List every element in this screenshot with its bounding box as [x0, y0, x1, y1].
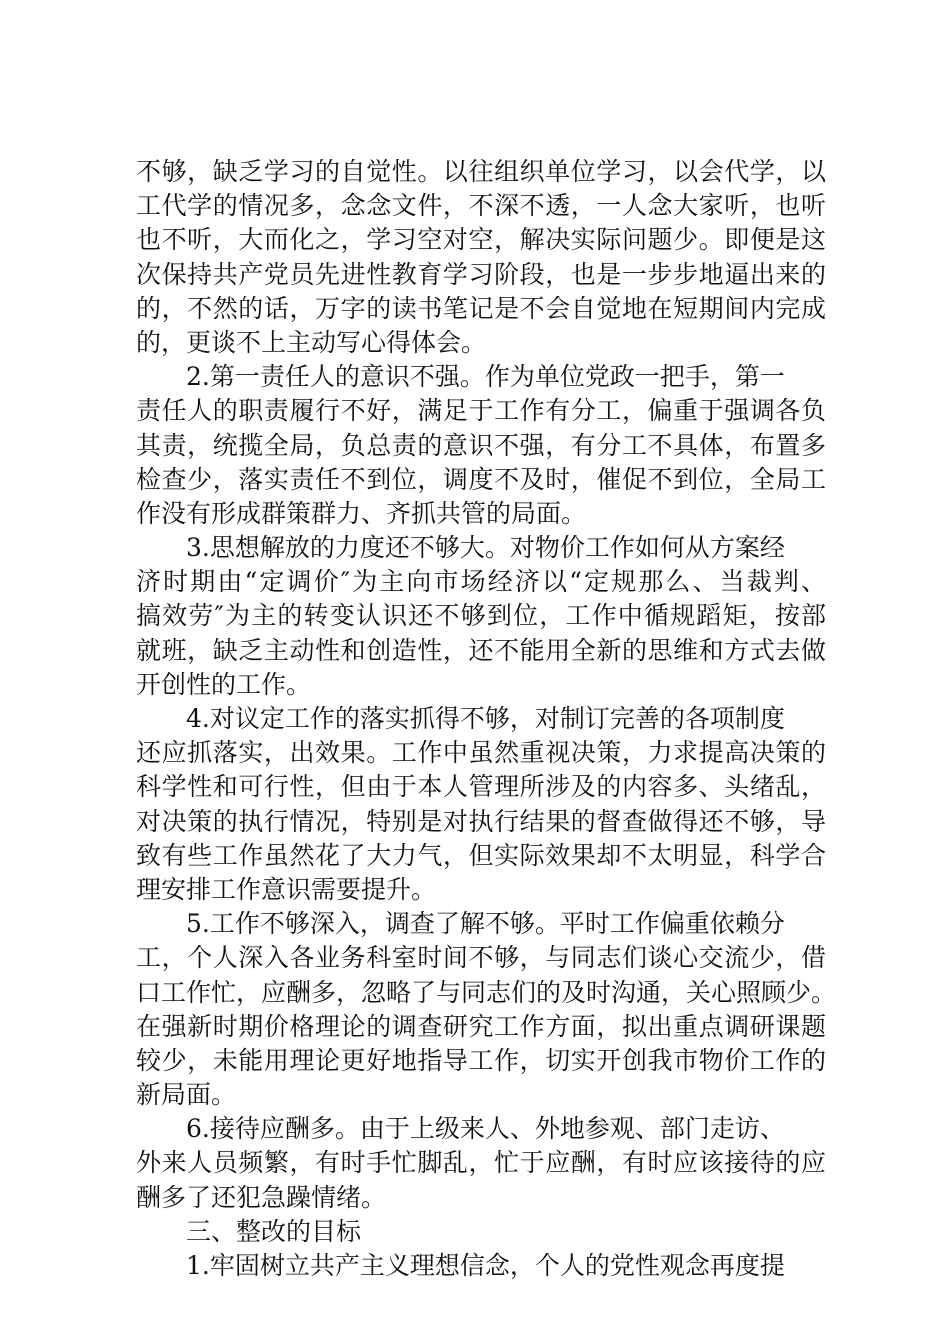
text-line: 致有些工作虽然花了大力气，但实际效果却不太明显，科学合	[136, 840, 826, 870]
text-line: 也不听，大而化之，学习空对空，解决实际问题少。即便是这	[136, 225, 826, 255]
text-line: 责任人的职责履行不好，满足于工作有分工，偏重于强调各负	[136, 396, 826, 426]
text-line: 的，不然的话，万字的读书笔记是不会自觉地在短期间内完成	[136, 293, 826, 323]
text-line: 理安排工作意识需要提升。	[136, 874, 437, 904]
text-line: 新局面。	[136, 1080, 237, 1110]
text-line: 检查少，落实责任不到位，调度不及时，催促不到位，全局工	[136, 464, 826, 494]
text-line: 3.思想解放的力度还不够大。对物价工作如何从方案经	[186, 533, 785, 563]
text-line: 科学性和可行性，但由于本人管理所涉及的内容多、头绪乱，	[136, 772, 826, 802]
text-line: 搞效劳″为主的转变认识还不够到位，工作中循规蹈矩，按部	[136, 601, 826, 631]
text-line: 济时期由“定调价″为主向市场经济以“定规那么、当裁判、	[136, 567, 826, 597]
text-line: 1.牢固树立共产主义理想信念，个人的党性观念再度提	[186, 1251, 785, 1280]
text-line: 三、整改的目标	[186, 1216, 362, 1246]
text-line: 就班，缺乏主动性和创造性，还不能用全新的思维和方式去做	[136, 635, 826, 665]
text-line: 工代学的情况多，念念文件，不深不透，一人念大家听，也听	[136, 191, 826, 221]
text-line: 次保持共产党员先进性教育学习阶段，也是一步步地逼出来的	[136, 259, 826, 289]
text-line: 外来人员频繁，有时手忙脚乱，忙于应酬，有时应该接待的应	[136, 1148, 826, 1178]
text-line: 的，更谈不上主动写心得体会。	[136, 327, 487, 357]
text-line: 还应抓落实，出效果。工作中虽然重视决策，力求提高决策的	[136, 738, 826, 768]
text-line: 作没有形成群策群力、齐抓共管的局面。	[136, 498, 587, 528]
text-line: 在强新时期价格理论的调查研究工作方面，拟出重点调研课题	[136, 1011, 826, 1041]
text-line: 较少，未能用理论更好地指导工作，切实开创我市物价工作的	[136, 1045, 826, 1075]
text-line: 6.接待应酬多。由于上级来人、外地参观、部门走访、	[186, 1114, 785, 1144]
text-line: 5.工作不够深入，调查了解不够。平时工作偏重依赖分	[186, 909, 785, 939]
document-body	[136, 155, 837, 1283]
text-line: 开创性的工作。	[136, 669, 312, 699]
text-line: 对决策的执行情况，特别是对执行结果的督查做得还不够，导	[136, 806, 826, 836]
text-line: 工，个人深入各业务科室时间不够，与同志们谈心交流少，借	[136, 943, 826, 973]
text-line: 不够，缺乏学习的自觉性。以往组织单位学习，以会代学，以	[136, 157, 826, 186]
text-line: 口工作忙，应酬多，忽略了与同志们的及时沟通，关心照顾少。	[136, 977, 837, 1007]
text-line: 酬多了还犯急躁情绪。	[136, 1182, 387, 1212]
text-line: 其责，统揽全局，负总责的意识不强，有分工不具体，布置多	[136, 430, 826, 460]
text-line: 4.对议定工作的落实抓得不够，对制订完善的各项制度	[186, 704, 785, 733]
text-line: 2.第一责任人的意识不强。作为单位党政一把手，第一	[186, 362, 785, 392]
